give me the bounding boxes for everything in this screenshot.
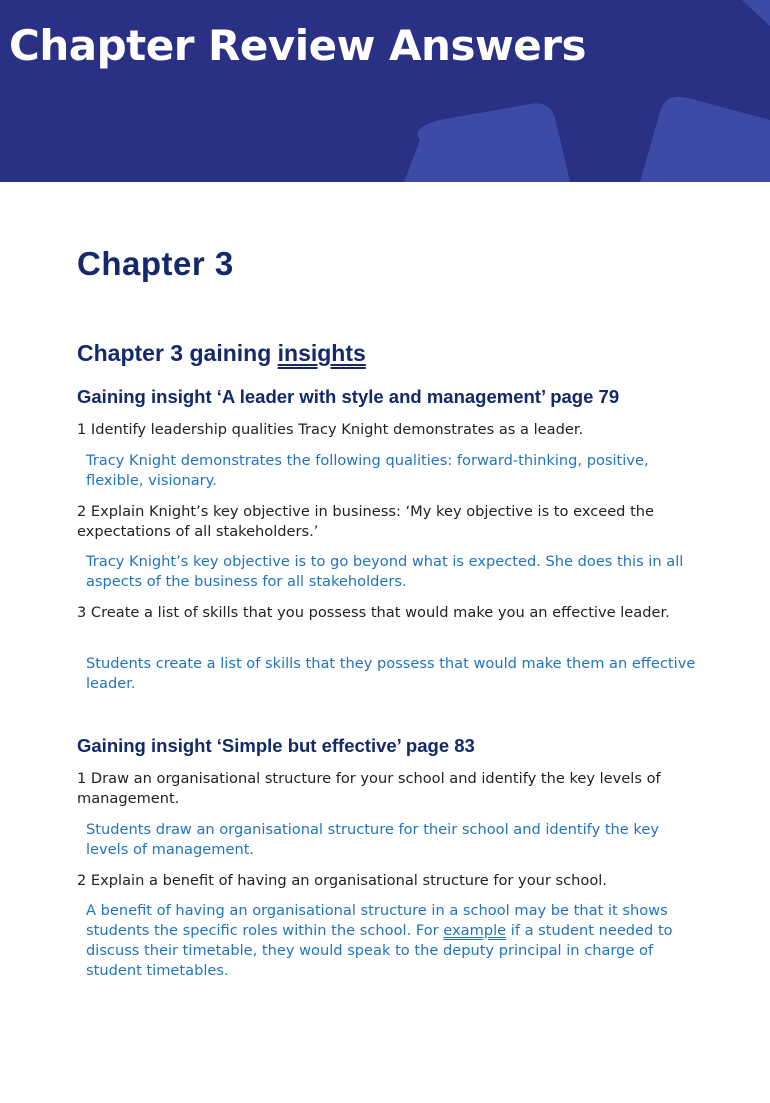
question: 2 Explain a benefit of having an organisational structure for your school. bbox=[77, 872, 607, 889]
question: 2 Explain Knight’s key objective in business: ‘My key objective is to exceed the expectations of all stakeholders.’ bbox=[77, 503, 655, 540]
banner-shape-corner bbox=[742, 0, 770, 26]
question: 3 Create a list of skills that you possess that would make you an effective leader. bbox=[77, 604, 670, 621]
insight-heading: Gaining insight ‘Simple but effective’ page 83 bbox=[77, 735, 475, 756]
section-heading-text: Chapter 3 gaining bbox=[77, 340, 278, 366]
answer: Tracy Knight demonstrates the following qualities: forward-thinking, positive, flexible, visionary. bbox=[86, 452, 649, 489]
question: 1 Draw an organisational structure for your school and identify the key levels of management. bbox=[77, 770, 661, 807]
question: 1 Identify leadership qualities Tracy Knight demonstrates as a leader. bbox=[77, 421, 584, 438]
banner-title: Chapter Review Answers bbox=[9, 21, 586, 70]
main-content bbox=[77, 240, 702, 979]
answer-text-start: A benefit of having an organisational structure in a school may be that it shows students the specific roles within the school. For bbox=[86, 902, 668, 939]
answer: Students draw an organisational structure for their school and identify the key levels of management. bbox=[86, 821, 659, 858]
banner-shape-left bbox=[404, 103, 570, 182]
banner-shape-right bbox=[640, 97, 770, 182]
header-banner bbox=[0, 0, 770, 182]
chapter-heading: Chapter 3 bbox=[77, 245, 234, 282]
answer: Students create a list of skills that they possess that would make them an effective leader. bbox=[86, 655, 696, 692]
example-link[interactable]: example bbox=[443, 922, 507, 939]
answer-text-end: if a student needed to discuss their timetable, they would speak to the deputy principal in charge of student timetables. bbox=[86, 922, 673, 979]
insight-heading: Gaining insight ‘A leader with style and management’ page 79 bbox=[77, 386, 620, 407]
insights-link[interactable]: insights bbox=[277, 340, 366, 366]
section-heading bbox=[77, 338, 366, 368]
answer: Tracy Knight’s key objective is to go beyond what is expected. She does this in all aspects of the business for all stakeholders. bbox=[86, 553, 684, 590]
answer bbox=[86, 901, 702, 981]
